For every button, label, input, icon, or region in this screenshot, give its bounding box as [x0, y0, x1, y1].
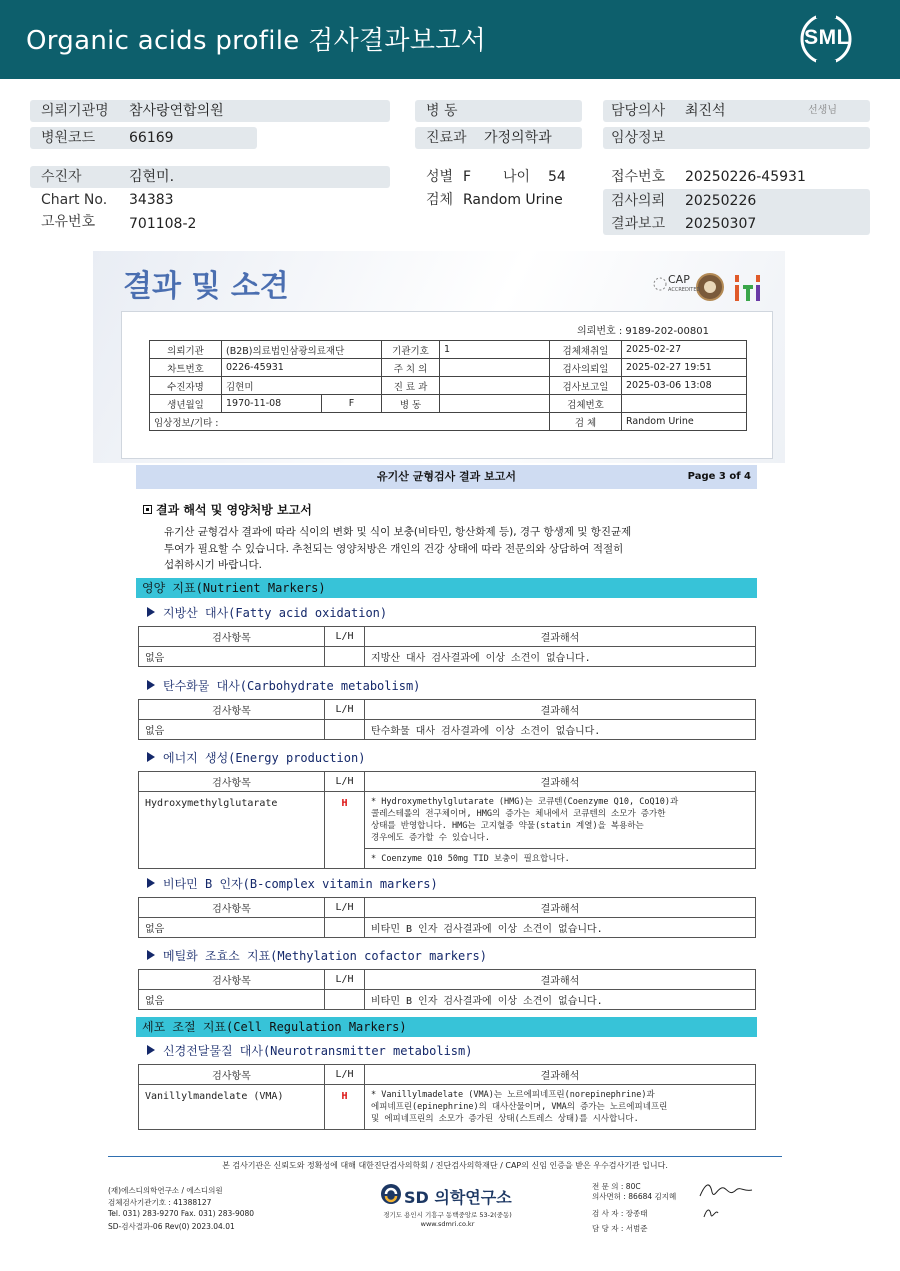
report-info-table [149, 340, 747, 431]
page-title: Organic acids profile 검사결과보고서 [26, 26, 487, 56]
methylation-heading [147, 947, 487, 964]
col-lh: L/H [325, 1065, 365, 1085]
info-cell [440, 359, 550, 377]
table-row [139, 918, 756, 938]
triangle-bullet-icon [147, 752, 155, 762]
interp-line: 및 에피네프린의 소모가 증가된 상태(스트레스 상태)를 시사합니다. [371, 1114, 639, 1124]
request-date-value: 20250226 [685, 193, 757, 209]
methylation-table [138, 969, 756, 1010]
triangle-bullet-icon [147, 607, 155, 617]
triangle-bullet-icon [147, 1045, 155, 1055]
col-item: 검사항목 [139, 1065, 325, 1085]
interp-cell: * Coenzyme Q10 50mg TID 보충이 필요합니다. [365, 849, 756, 869]
report-bar-title: 유기산 균형검사 결과 보고서 [377, 470, 516, 483]
info-row [150, 341, 747, 359]
vitamin-b-title: 비타민 B 인자(B-complex vitamin markers) [163, 877, 438, 891]
footer-website: www.sdmri.co.kr [420, 1220, 475, 1228]
info-cell: 1 [440, 341, 550, 359]
intro-line: 투여가 필요할 수 있습니다. 추천되는 영양처방은 개인의 건강 상태에 따라 전문의와 상담하여 적절히 [164, 543, 624, 555]
sml-logo-text: SML [804, 26, 850, 49]
interp-cell: 비타민 B 인자 검사결과에 이상 소견이 없습니다. [365, 918, 756, 938]
info-cell: 김현미 [222, 377, 382, 395]
cell-regulation-section-header [136, 1017, 757, 1037]
doctor-value: 최진석 [685, 103, 726, 119]
interp-line: 에피네프린(epinephrine)의 대사산물이며, VMA의 증가는 노르에피네프린 [371, 1102, 668, 1112]
info-cell [440, 377, 550, 395]
table-header-row [139, 898, 756, 918]
chart-no-label: Chart No. [41, 192, 108, 208]
interp-cell: 탄수화물 대사 검사결과에 이상 소견이 없습니다. [365, 720, 756, 740]
vitamin-b-table [138, 897, 756, 938]
unique-id-value: 701108-2 [129, 216, 197, 232]
col-interp: 결과해석 [365, 970, 756, 990]
info-cell: 2025-02-27 [622, 341, 747, 359]
neurotransmitter-title: 신경전달물질 대사(Neurotransmitter metabolism) [163, 1044, 473, 1058]
triangle-bullet-icon [147, 878, 155, 888]
interp-cell: 비타민 B 인자 검사결과에 이상 소견이 없습니다. [365, 990, 756, 1010]
carb-table [138, 699, 756, 740]
col-lh: L/H [325, 970, 365, 990]
info-row [150, 395, 747, 413]
interp-line: 상태를 반영합니다. HMG는 고지혈증 약물(statin 계열)을 복용하는 [371, 821, 644, 831]
table-row [139, 647, 756, 667]
col-item: 검사항목 [139, 700, 325, 720]
carb-heading [147, 677, 420, 694]
col-interp: 결과해석 [365, 772, 756, 792]
item-cell: Hydroxymethylglutarate [139, 792, 325, 869]
info-cell: 1970-11-08 [222, 395, 322, 413]
info-cell: 검사보고일 [550, 377, 622, 395]
interp-line: * Hydroxymethylglutarate (HMG)는 코큐텐(Coenzyme Q10, CoQ10)과 [371, 797, 679, 807]
patient-name-value: 김현미. [129, 169, 175, 185]
clinical-label: 임상정보 [611, 130, 666, 146]
table-header-row [139, 700, 756, 720]
cell-regulation-section-title: 세포 조절 지표(Cell Regulation Markers) [142, 1020, 407, 1034]
report-title-bar [136, 465, 757, 489]
info-cell: 진 료 과 [382, 377, 440, 395]
dept-label: 진료과 [426, 130, 467, 146]
doctor-suffix: 선생님 [808, 105, 837, 116]
item-cell: 없음 [139, 647, 325, 667]
footer-manager: 담 당 자 : 서범준 [592, 1224, 648, 1233]
request-date-label: 검사의뢰 [611, 193, 666, 209]
sd-logo [380, 1183, 515, 1205]
table-row [139, 792, 756, 849]
info-cell: (B2B)의료법인삼광의료재단 [222, 341, 382, 359]
interp-cell [365, 1085, 756, 1130]
info-cell: 주 치 의 [382, 359, 440, 377]
info-cell: 검 체 [550, 413, 622, 431]
methylation-title: 메틸화 조효소 지표(Methylation cofactor markers) [163, 949, 487, 963]
receipt-value: 20250226-45931 [685, 169, 806, 185]
interpretation-heading [143, 501, 312, 518]
footer-form-id: SD-검사결과-06 Rev(0) 2023.04.01 [108, 1222, 235, 1231]
cap-logo-text: CAP [668, 273, 690, 286]
info-cell: 차트번호 [150, 359, 222, 377]
patient-name-label: 수진자 [41, 169, 82, 185]
footer-license: 의사면허 : 86684 김지혜 [592, 1192, 677, 1201]
sml-logo [796, 12, 856, 66]
age-value: 54 [548, 169, 566, 185]
nutrient-section-header [136, 578, 757, 598]
col-interp: 결과해석 [365, 1065, 756, 1085]
embedded-report [93, 251, 785, 1141]
col-lh: L/H [325, 627, 365, 647]
info-cell [622, 395, 747, 413]
lh-cell [325, 720, 365, 740]
info-cell: 검체번호 [550, 395, 622, 413]
sex-label: 성별 [426, 169, 454, 185]
footer-tester: 검 사 자 : 장종태 [592, 1209, 648, 1218]
col-lh: L/H [325, 772, 365, 792]
nutrient-section-title: 영양 지표(Nutrient Markers) [142, 581, 326, 595]
info-cell: 2025-02-27 19:51 [622, 359, 747, 377]
sex-value: F [463, 169, 472, 185]
report-date-label: 결과보고 [611, 216, 666, 232]
info-cell: 병 동 [382, 395, 440, 413]
specimen-label: 검체 [426, 192, 454, 208]
interp-line: 콜레스테롤의 전구체이며, HMG의 증가는 체내에서 코큐텐의 소모가 증가한 [371, 809, 666, 819]
triangle-bullet-icon [147, 950, 155, 960]
chart-no-value: 34383 [129, 192, 174, 208]
energy-table [138, 771, 756, 869]
table-row [139, 990, 756, 1010]
item-cell: 없음 [139, 990, 325, 1010]
lh-cell [325, 918, 365, 938]
table-header-row [139, 627, 756, 647]
info-cell: F [322, 395, 382, 413]
info-cell: Random Urine [622, 413, 747, 431]
specimen-value: Random Urine [463, 192, 563, 208]
hospital-code-value: 66169 [129, 130, 174, 146]
lh-cell [325, 647, 365, 667]
energy-title: 에너지 생성(Energy production) [163, 751, 366, 765]
info-row [150, 377, 747, 395]
item-cell: Vanillylmandelate (VMA) [139, 1085, 325, 1130]
neurotransmitter-heading [147, 1042, 472, 1059]
col-lh: L/H [325, 700, 365, 720]
footer-lab-code: 검체검사기관기호 : 41388127 [108, 1198, 212, 1207]
info-cell: 수진자명 [150, 377, 222, 395]
col-interp: 결과해석 [365, 627, 756, 647]
hospital-code-label: 병원코드 [41, 130, 96, 146]
footer-address: 경기도 용인시 기흥구 동백중앙로 53-2(중동) [383, 1211, 512, 1219]
col-item: 검사항목 [139, 627, 325, 647]
report-header [0, 0, 900, 79]
intro-line: 섭취하시기 바랍니다. [164, 559, 262, 571]
intro-line: 유기산 균형검사 결과에 따라 식이의 변화 및 식이 보충(비타민, 항산화제 등), 경구 항생제 및 항진균제 [164, 526, 632, 538]
info-cell: 검체채취일 [550, 341, 622, 359]
fatty-acid-heading [147, 604, 387, 621]
lh-cell [325, 990, 365, 1010]
col-item: 검사항목 [139, 970, 325, 990]
lh-cell: H [325, 792, 365, 869]
patient-name-row [30, 166, 390, 188]
col-interp: 결과해석 [365, 898, 756, 918]
info-cell: 임상정보/기타 : [150, 413, 550, 431]
unique-id-label: 고유번호 [41, 214, 96, 230]
table-header-row [139, 970, 756, 990]
tester-signature [702, 1205, 720, 1221]
vitamin-b-heading [147, 875, 438, 892]
table-row [139, 720, 756, 740]
report-info-card [121, 311, 773, 459]
interpretation-heading-text: 결과 해석 및 영양처방 보고서 [156, 503, 312, 517]
info-cell: 기관기호 [382, 341, 440, 359]
footer-contact: Tel. 031) 283-9270 Fax. 031) 283-9080 [108, 1209, 255, 1218]
page-indicator: Page 3 of 4 [687, 471, 751, 482]
fatty-acid-title: 지방산 대사(Fatty acid oxidation) [163, 606, 388, 620]
age-label: 나이 [503, 169, 531, 185]
col-item: 검사항목 [139, 898, 325, 918]
institution-value: 참사랑연합의원 [129, 103, 224, 119]
sd-logo-icon [380, 1183, 402, 1205]
info-cell: 2025-03-06 13:08 [622, 377, 747, 395]
report-date-value: 20250307 [685, 216, 757, 232]
interp-cell: 지방산 대사 검사결과에 이상 소견이 없습니다. [365, 647, 756, 667]
institution-label: 의뢰기관명 [41, 103, 109, 119]
col-lh: L/H [325, 898, 365, 918]
sd-logo-text: SD 의학연구소 [404, 1188, 512, 1207]
energy-heading [147, 749, 365, 766]
table-row [139, 1085, 756, 1130]
triangle-bullet-icon [147, 680, 155, 690]
info-cell: 검사의뢰일 [550, 359, 622, 377]
info-row [150, 413, 747, 431]
info-cell: 의뢰기관 [150, 341, 222, 359]
dept-value: 가정의학과 [484, 130, 552, 146]
interp-line: * Vanillylmadelate (VMA)는 노르에피네프린(norepinephrine)과 [371, 1090, 655, 1100]
square-bullet-icon [143, 505, 152, 514]
interp-line: 경우에도 증가할 수 있습니다. [371, 833, 491, 843]
report-title: 결과 및 소견 [123, 269, 289, 304]
cap-logo-sub: ACCREDITED [668, 287, 701, 293]
lh-cell: H [325, 1085, 365, 1130]
col-item: 검사항목 [139, 772, 325, 792]
interp-cell [365, 792, 756, 849]
fatty-acid-table [138, 626, 756, 667]
item-cell: 없음 [139, 720, 325, 740]
neurotransmitter-table [138, 1064, 756, 1130]
table-header-row [139, 1065, 756, 1085]
footer-accreditation-note: 본 검사기관은 신뢰도와 정확성에 대해 대한진단검사의학회 / 진단검사의학재단 / CAP의 신임 인증을 받은 우수검사기관 입니다. [222, 1161, 668, 1170]
footer-lab-name: (재)에스디의학연구소 / 에스디의원 [108, 1186, 223, 1195]
item-cell: 없음 [139, 918, 325, 938]
info-cell [440, 395, 550, 413]
doctor-signature [696, 1178, 756, 1204]
doctor-label: 담당의사 [611, 103, 666, 119]
info-cell: 생년월일 [150, 395, 222, 413]
footer-specialist: 전 문 의 : 80C [592, 1182, 641, 1191]
info-cell: 0226-45931 [222, 359, 382, 377]
ward-label: 병 동 [426, 103, 458, 119]
col-interp: 결과해석 [365, 700, 756, 720]
info-row [150, 359, 747, 377]
request-number: 의뢰번호 : 9189-202-00801 [577, 326, 709, 337]
carb-title: 탄수화물 대사(Carbohydrate metabolism) [163, 679, 421, 693]
table-header-row [139, 772, 756, 792]
receipt-label: 접수번호 [611, 169, 666, 185]
accreditation-logos [653, 271, 773, 303]
footer-divider [108, 1156, 782, 1157]
